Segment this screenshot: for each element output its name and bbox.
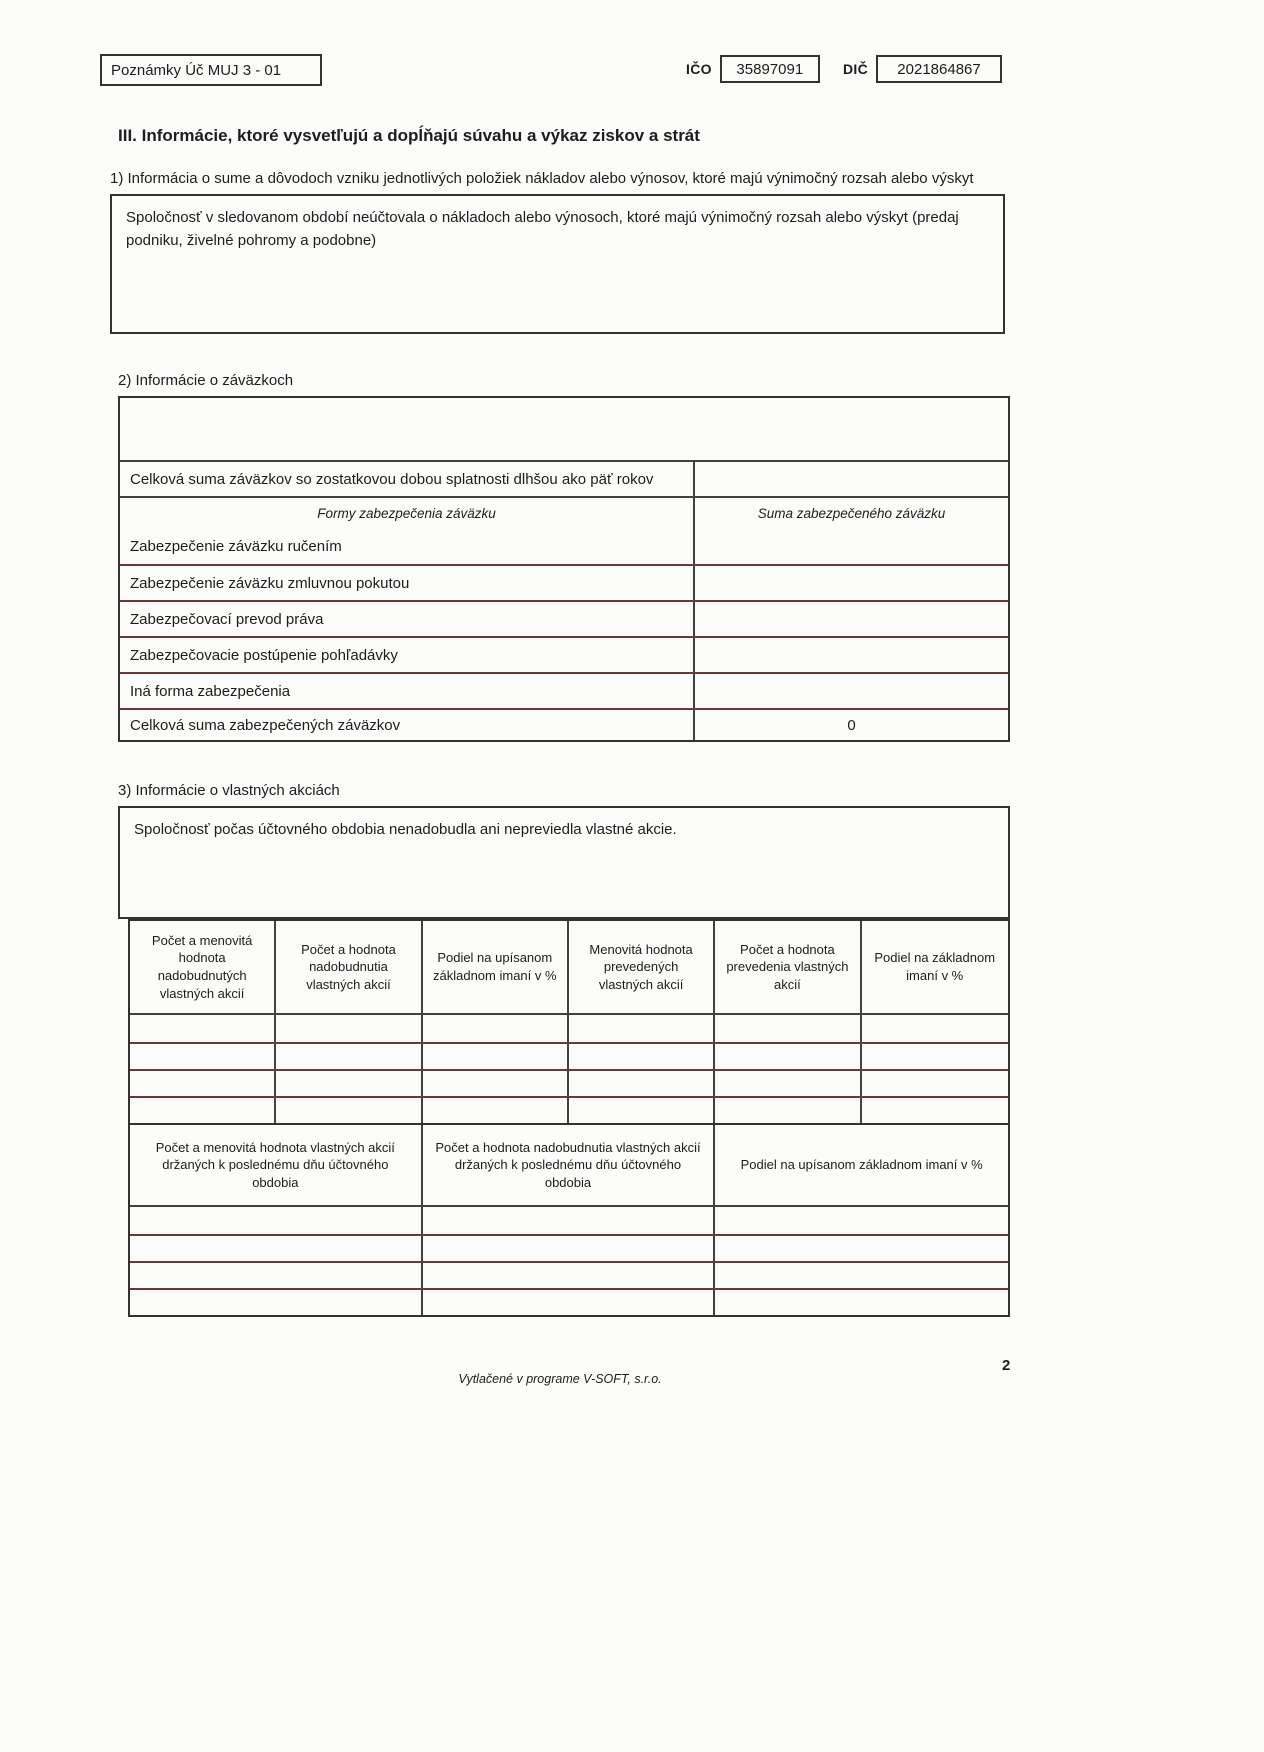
- empty-cell: [423, 1044, 569, 1069]
- total-label: Celková suma zabezpečených záväzkov: [130, 716, 401, 734]
- empty-row: [130, 1096, 1008, 1123]
- dic-value: 2021864867: [897, 60, 981, 78]
- empty-cell: [423, 1071, 569, 1096]
- column-header: Počet a hodnota nadobudnutia vlastných akcií: [276, 921, 422, 1013]
- form-code-box: [100, 54, 322, 86]
- row-value: [693, 602, 1008, 636]
- page-number: 2: [1002, 1357, 1011, 1374]
- table-header-row: [130, 1123, 1008, 1207]
- column-header: Podiel na upísanom základnom imaní v %: [423, 921, 569, 1013]
- empty-cell: [120, 398, 1008, 460]
- column-header: Počet a menovitá hodnota vlastných akcií držaných k poslednému dňu účtovného obdobia: [130, 1125, 423, 1205]
- empty-row: [130, 1042, 1008, 1069]
- row-value: [693, 638, 1008, 672]
- row-label: Zabezpečovací prevod práva: [130, 610, 324, 628]
- empty-cell: [715, 1044, 861, 1069]
- empty-cell: [715, 1290, 1008, 1315]
- own-shares-table-1: [128, 919, 1010, 1125]
- row-label: Celková suma záväzkov so zostatkovou dobou splatnosti dlhšou ako päť rokov: [130, 470, 654, 488]
- table-total-row: [120, 708, 1008, 740]
- table-header-row: [120, 496, 1008, 528]
- dic-label: DIČ: [843, 61, 869, 77]
- empty-cell: [130, 1098, 276, 1123]
- empty-cell: [130, 1236, 423, 1261]
- row-value: [693, 674, 1008, 708]
- own-shares-table-2: [128, 1123, 1010, 1317]
- column-header: Menovitá hodnota prevedených vlastných akcií: [569, 921, 715, 1013]
- empty-cell: [715, 1263, 1008, 1288]
- liabilities-table: [118, 396, 1010, 742]
- form-code: Poznámky Úč MUJ 3 - 01: [111, 61, 282, 79]
- row-label: Zabezpečenie záväzku ručením: [130, 537, 342, 555]
- row-label: Zabezpečovacie postúpenie pohľadávky: [130, 646, 398, 664]
- ico-group: [686, 55, 820, 83]
- section-2: [118, 372, 1010, 742]
- empty-cell: [715, 1098, 861, 1123]
- empty-cell: [130, 1071, 276, 1096]
- empty-cell: [276, 1015, 422, 1042]
- section1-box: [110, 194, 1005, 334]
- empty-cell: [862, 1015, 1008, 1042]
- empty-cell: [715, 1236, 1008, 1261]
- empty-cell: [862, 1071, 1008, 1096]
- empty-cell: [423, 1290, 716, 1315]
- empty-row: [130, 1234, 1008, 1261]
- ico-value-box: [720, 55, 820, 83]
- empty-cell: [715, 1071, 861, 1096]
- column-header: Počet a menovitá hodnota nadobudnutých vlastných akcií: [130, 921, 276, 1013]
- empty-cell: [423, 1098, 569, 1123]
- empty-cell: [423, 1207, 716, 1234]
- row-value: [693, 528, 1008, 564]
- empty-cell: [862, 1098, 1008, 1123]
- table-row: [120, 528, 1008, 564]
- section3-heading: 3) Informácie o vlastných akciách: [118, 782, 340, 799]
- empty-cell: [276, 1044, 422, 1069]
- empty-cell: [569, 1098, 715, 1123]
- section2-heading: 2) Informácie o záväzkoch: [118, 372, 294, 389]
- total-value: 0: [693, 710, 1008, 740]
- column-header: Podiel na upísanom základnom imaní v %: [740, 1157, 983, 1173]
- print-note: Vytlačené v programe V-SOFT, s.r.o.: [458, 1372, 662, 1386]
- empty-cell: [569, 1015, 715, 1042]
- column-header: Počet a hodnota nadobudnutia vlastných akcií držaných k poslednému dňu účtovného obdobia: [423, 1125, 716, 1205]
- ico-value: 35897091: [736, 60, 804, 78]
- table-row: [120, 600, 1008, 636]
- row-value: [693, 566, 1008, 600]
- table-row: [120, 672, 1008, 708]
- empty-cell: [715, 1207, 1008, 1234]
- empty-row: [130, 1015, 1008, 1042]
- table-header-row: [130, 919, 1008, 1015]
- row-label: Iná forma zabezpečenia: [130, 682, 291, 700]
- empty-row: [130, 1288, 1008, 1315]
- column-header: Počet a hodnota prevedenia vlastných akcií: [715, 921, 861, 1013]
- empty-cell: [130, 1263, 423, 1288]
- empty-cell: [130, 1290, 423, 1315]
- section3-body: Spoločnosť počas účtovného obdobia nenadobudla ani nepreviedla vlastné akcie.: [134, 821, 677, 838]
- section1-body: Spoločnosť v sledovanom období neúčtovala o nákladoch alebo výnosoch, ktoré majú výnimočný rozsah alebo výskyt (predaj podniku, živelné pohromy a podobne): [126, 209, 959, 249]
- empty-row: [130, 1261, 1008, 1288]
- page-title: III. Informácie, ktoré vysvetľujú a dopĺňajú súvahu a výkaz ziskov a strát: [118, 126, 700, 145]
- table-row: [120, 460, 1008, 496]
- section-3: [118, 782, 1010, 1317]
- row-value: [693, 462, 1008, 496]
- empty-cell: [276, 1098, 422, 1123]
- section3-box: [118, 806, 1010, 919]
- empty-cell: [423, 1236, 716, 1261]
- dic-value-box: [876, 55, 1002, 83]
- section-1: [110, 170, 1005, 334]
- empty-cell: [276, 1071, 422, 1096]
- table-row: [120, 636, 1008, 672]
- row-label: Zabezpečenie záväzku zmluvnou pokutou: [130, 574, 410, 592]
- ico-label: IČO: [686, 61, 712, 77]
- section1-heading: 1) Informácia o sume a dôvodoch vzniku jednotlivých položiek nákladov alebo výnosov, ktoré majú výnimočný rozsah alebo výskyt: [110, 170, 974, 187]
- empty-cell: [423, 1015, 569, 1042]
- dic-group: [843, 55, 1002, 83]
- empty-cell: [569, 1071, 715, 1096]
- column-header: Podiel na základnom imaní v %: [874, 950, 996, 983]
- empty-cell: [130, 1015, 276, 1042]
- empty-cell: [423, 1263, 716, 1288]
- empty-cell: [130, 1044, 276, 1069]
- empty-cell: [569, 1044, 715, 1069]
- empty-row: [130, 1069, 1008, 1096]
- column-header-sum: Suma zabezpečeného záväzku: [693, 498, 1008, 528]
- empty-cell: [130, 1207, 423, 1234]
- table-row: [120, 564, 1008, 600]
- column-header-forms: Formy zabezpečenia záväzku: [317, 505, 496, 521]
- empty-cell: [715, 1015, 861, 1042]
- empty-row: [130, 1207, 1008, 1234]
- empty-cell: [862, 1044, 1008, 1069]
